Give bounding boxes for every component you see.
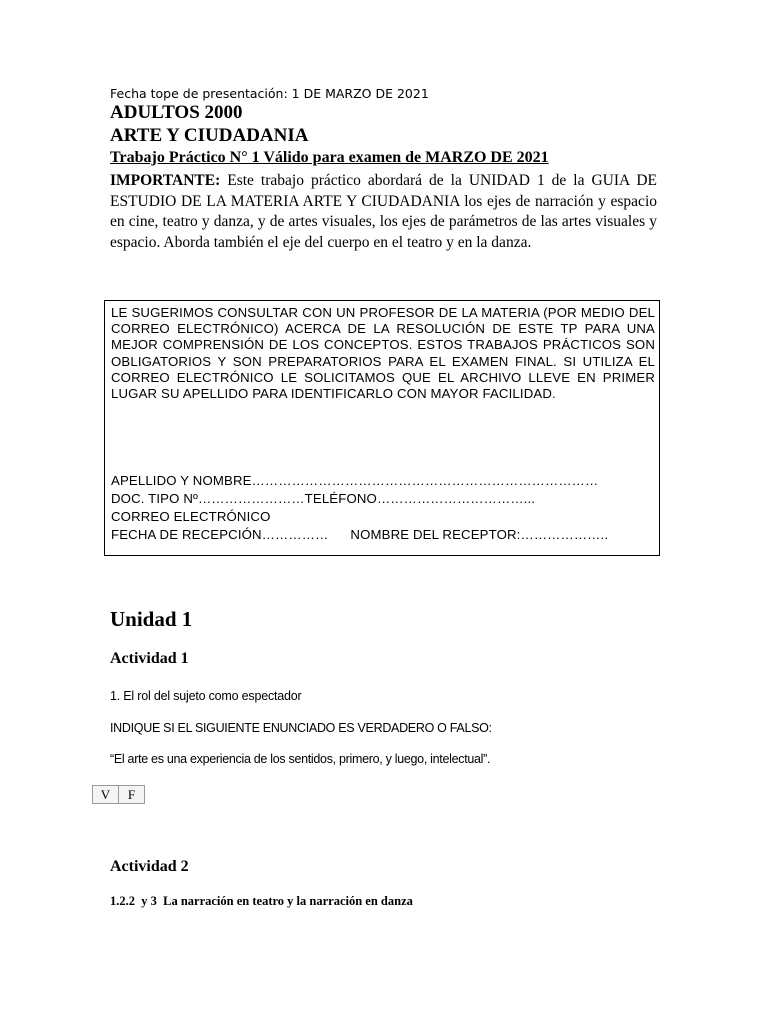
doc-phone-line[interactable] — [111, 490, 659, 508]
reception-line[interactable] — [111, 526, 659, 544]
quote-text: “El arte es una experiencia de los sentidos, primero, y luego, intelectual”. — [110, 752, 491, 766]
activity2-title: Actividad 2 — [110, 858, 189, 875]
important-body: Este trabajo práctico abordará de la UNIDAD 1 de la GUIA DE ESTUDIO DE LA MATERIA ARTE Y CIUDADANIA los ejes de narración y espacio en cine, teatro y danza, y de artes visuales, los ejes de parámetros de las artes visuales y espacio. Aborda también el eje del cuerpo en el teatro y en la danza. — [110, 172, 658, 251]
notice-box — [104, 300, 660, 556]
activity1-title: Actividad 1 — [110, 650, 189, 667]
important-lead: IMPORTANTE: — [110, 172, 221, 189]
important-paragraph — [110, 171, 657, 253]
phone-field-label: TELÉFONO……………………………... — [304, 491, 536, 506]
false-option[interactable]: F — [118, 786, 144, 803]
reception-date-label: FECHA DE RECEPCIÓN…………… — [111, 527, 329, 542]
name-field-label: APELLIDO Y NOMBRE…………………………………………………………………… — [111, 473, 599, 488]
email-field-label: CORREO ELECTRÓNICO — [111, 509, 271, 524]
unit-title: Unidad 1 — [110, 607, 193, 631]
notice-text: LE SUGERIMOS CONSULTAR CON UN PROFESOR DE LA MATERIA (POR MEDIO DEL CORREO ELECTRÓNICO) ACERCA DE LA RESOLUCIÓN DE ESTE TP PARA UNA MEJOR COMPRENSIÓN DE LOS CONCEPTOS. ESTOS TRABAJOS PRÁCTICOS SON OBLIGATORIOS Y SON PREPARATORIOS PARA EL EXAMEN FINAL. SI UTILIZA EL CORREO ELECTRÓNICO LE SOLICITAMOS QUE EL ARCHIVO LLEVE EN PRIMER LUGAR SU APELLIDO PARA IDENTIFICARLO CON MAYOR FACILIDAD. — [111, 305, 655, 402]
subject-title: ARTE Y CIUDADANIA — [110, 125, 309, 146]
true-false-options — [92, 785, 145, 804]
question2-text: 1.2.2 y 3 La narración en teatro y la narración en danza — [110, 894, 413, 908]
school-title: ADULTOS 2000 — [110, 102, 243, 123]
student-form — [111, 472, 659, 544]
doc-field-label: DOC. TIPO Nº…………………… — [111, 491, 305, 506]
deadline-text: Fecha tope de presentación: 1 DE MARZO DE 2021 — [110, 86, 429, 101]
email-field-line[interactable] — [111, 508, 659, 526]
receiver-name-label: NOMBRE DEL RECEPTOR:……………….. — [350, 527, 609, 542]
instruction-text: INDIQUE SI EL SIGUIENTE ENUNCIADO ES VERDADERO O FALSO: — [110, 721, 492, 735]
true-option[interactable]: V — [100, 787, 111, 802]
question1-text: 1. El rol del sujeto como espectador — [110, 689, 302, 703]
name-field-line[interactable] — [111, 472, 659, 490]
practical-work-title: Trabajo Práctico N° 1 Válido para examen de MARZO DE 2021 — [110, 149, 549, 166]
